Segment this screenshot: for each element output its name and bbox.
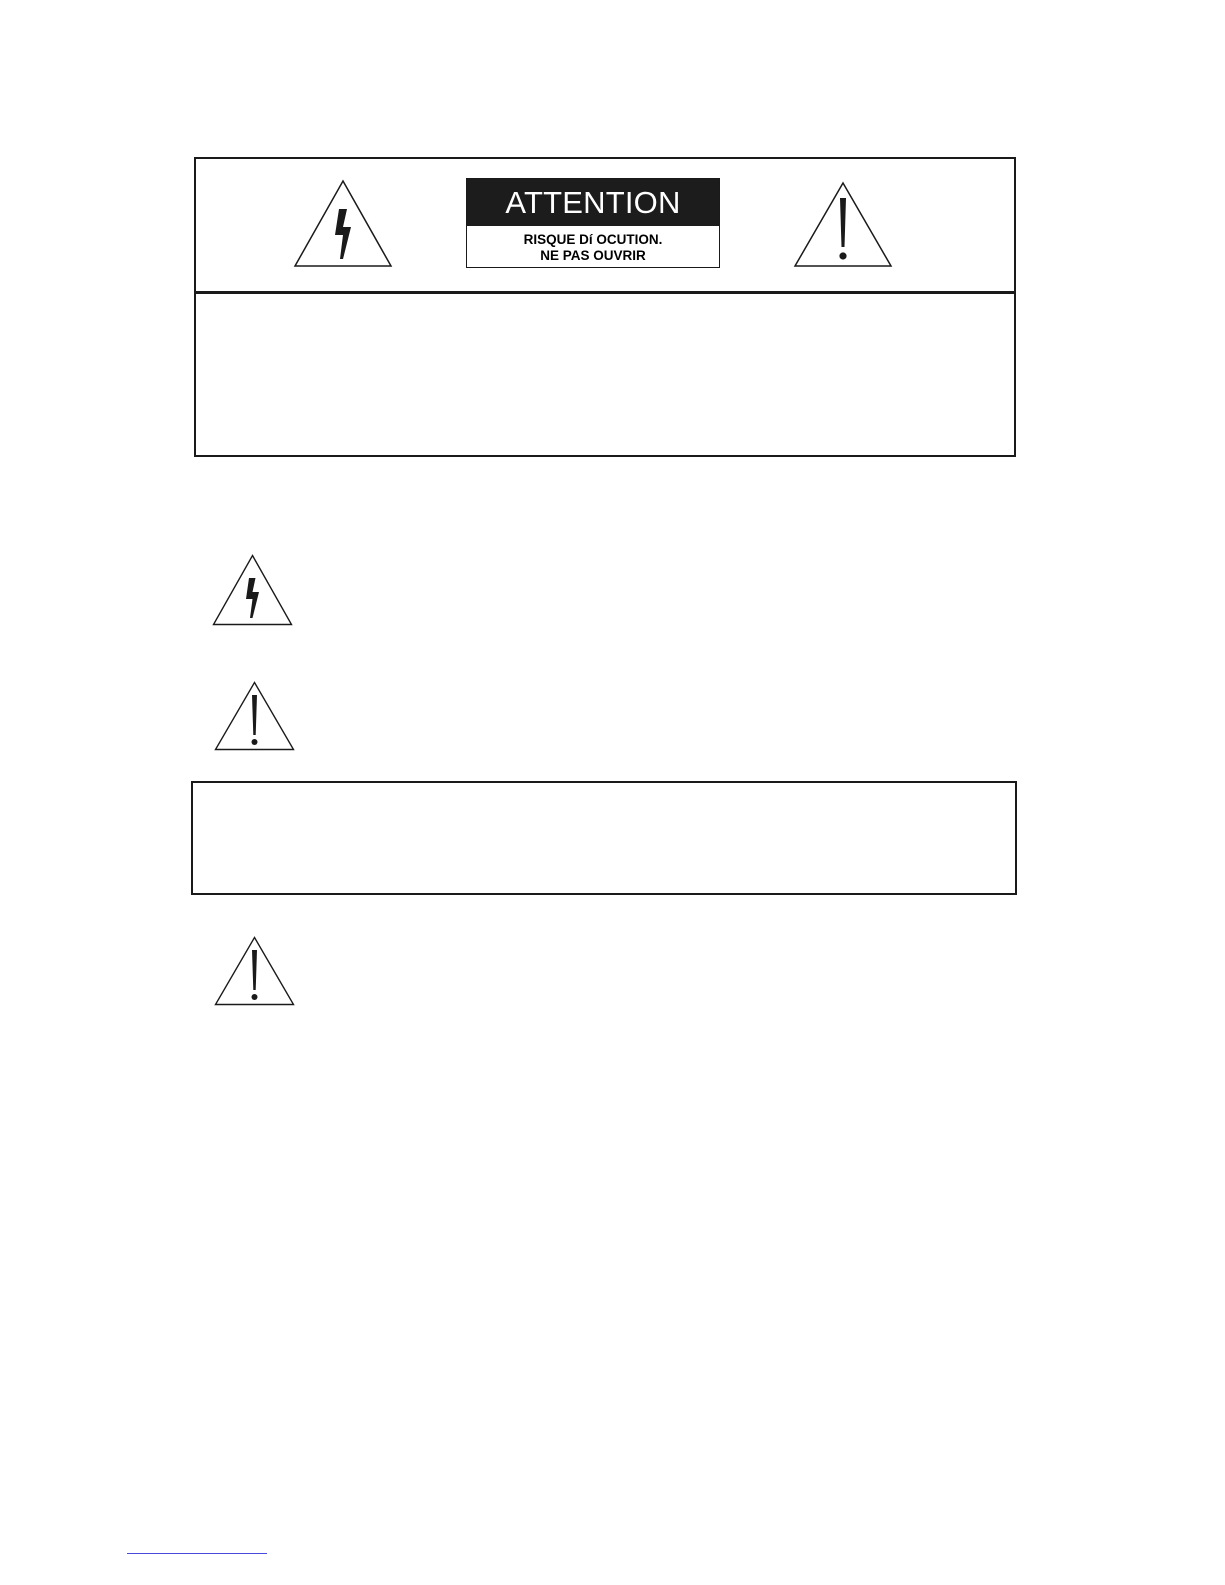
notice-box — [191, 781, 1017, 895]
caution-icon — [214, 681, 295, 751]
caution-icon — [214, 936, 295, 1006]
attention-line-1: RISQUE Dí OCUTION. — [523, 232, 663, 247]
lightning-triangle-icon — [293, 179, 393, 268]
shock-hazard-icon — [212, 554, 293, 626]
attention-line-2: NE PAS OUVRIR — [540, 248, 646, 263]
exclamation-triangle-icon — [793, 181, 893, 268]
attention-label — [466, 178, 720, 268]
attention-heading: ATTENTION — [467, 179, 719, 226]
warning-box-divider — [196, 291, 1014, 294]
footer-rule — [127, 1553, 267, 1554]
